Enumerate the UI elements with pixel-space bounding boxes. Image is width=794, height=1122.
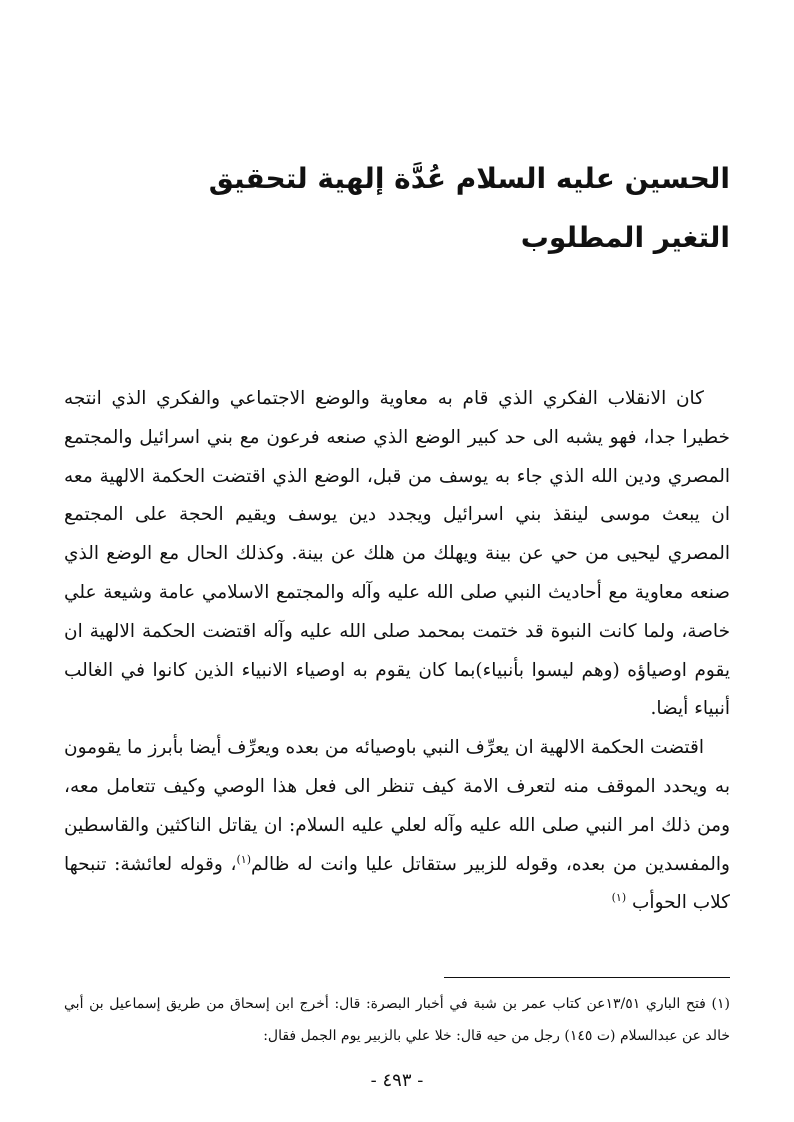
page-number: - ٤٩٣ -	[370, 1070, 424, 1091]
paragraph-1: كان الانقلاب الفكري الذي قام به معاوية والوضع الاجتماعي والفكري الذي انتجه خطيرا جدا، فهو يشبه الى حد كبير الوضع الذي صنعه فرعون مع بني اسرائيل والمجتمع المصري ودين الله الذي جاء به يوسف من قبل، الوضع الذي اقتضت الحكمة الالهية معه ان يبعث موسى لينقذ بني اسرائيل ويجدد دين يوسف ويقيم الحجة على المجتمع المصري ليحيى من حي عن بينة ويهلك من هلك عن بينة. وكذلك الحال مع الوضع الذي صنعه معاوية مع أحاديث النبي صلى الله عليه وآله والمجتمع الاسلامي عامة وشيعة علي خاصة، ولما كانت النبوة قد ختمت بمحمد صلى الله عليه وآله اقتضت الحكمة الالهية ان يقوم اوصياؤه (وهم ليسوا بأنبياء)بما كان يقوم به اوصياء الانبياء الذين كانوا في الغالب أنبياء أيضا.	[64, 388, 730, 720]
footnote-separator	[444, 977, 730, 978]
footnotes	[64, 988, 730, 1052]
footnote-ref-1: (١)	[236, 852, 252, 866]
chapter-title-line-1: الحسين عليه السلام عُدَّة إلهية لتحقيق	[208, 162, 730, 195]
paragraph-2-text-a: اقتضت الحكمة الالهية ان يعرِّف النبي باوصيائه من بعده ويعرِّف أيضا بأبرز ما يقومون به ويحدد الموقف منه لتعرف الامة كيف تنظر الى فعل هذا الوصي وكيف تتعامل معه، ومن ذلك امر النبي صلى الله عليه وآله لعلي عليه السلام: ان يقاتل الناكثين والقاسطين والمفسدين من بعده، وقوله للزبير ستقاتل عليا وانت له ظالم	[64, 737, 730, 875]
footnote-1: (١) فتح الباري ١٣/٥١عن كتاب عمر بن شبة في أخبار البصرة: قال: أخرج ابن إسحاق من طريق إسماعيل بن أبي خالد عن عبدالسلام (ت ١٤٥) رجل من حيه قال: خلا علي بالزبير يوم الجمل فقال:	[64, 996, 730, 1044]
chapter-title-line-2: التغير المطلوب	[520, 221, 730, 254]
paragraph-2	[64, 729, 730, 923]
footnote-ref-2: (١)	[611, 891, 627, 905]
body-text	[64, 380, 730, 923]
paragraph-2-text-b: ، وقوله لعائشة: تنبحها كلاب الحوأب	[64, 853, 730, 914]
